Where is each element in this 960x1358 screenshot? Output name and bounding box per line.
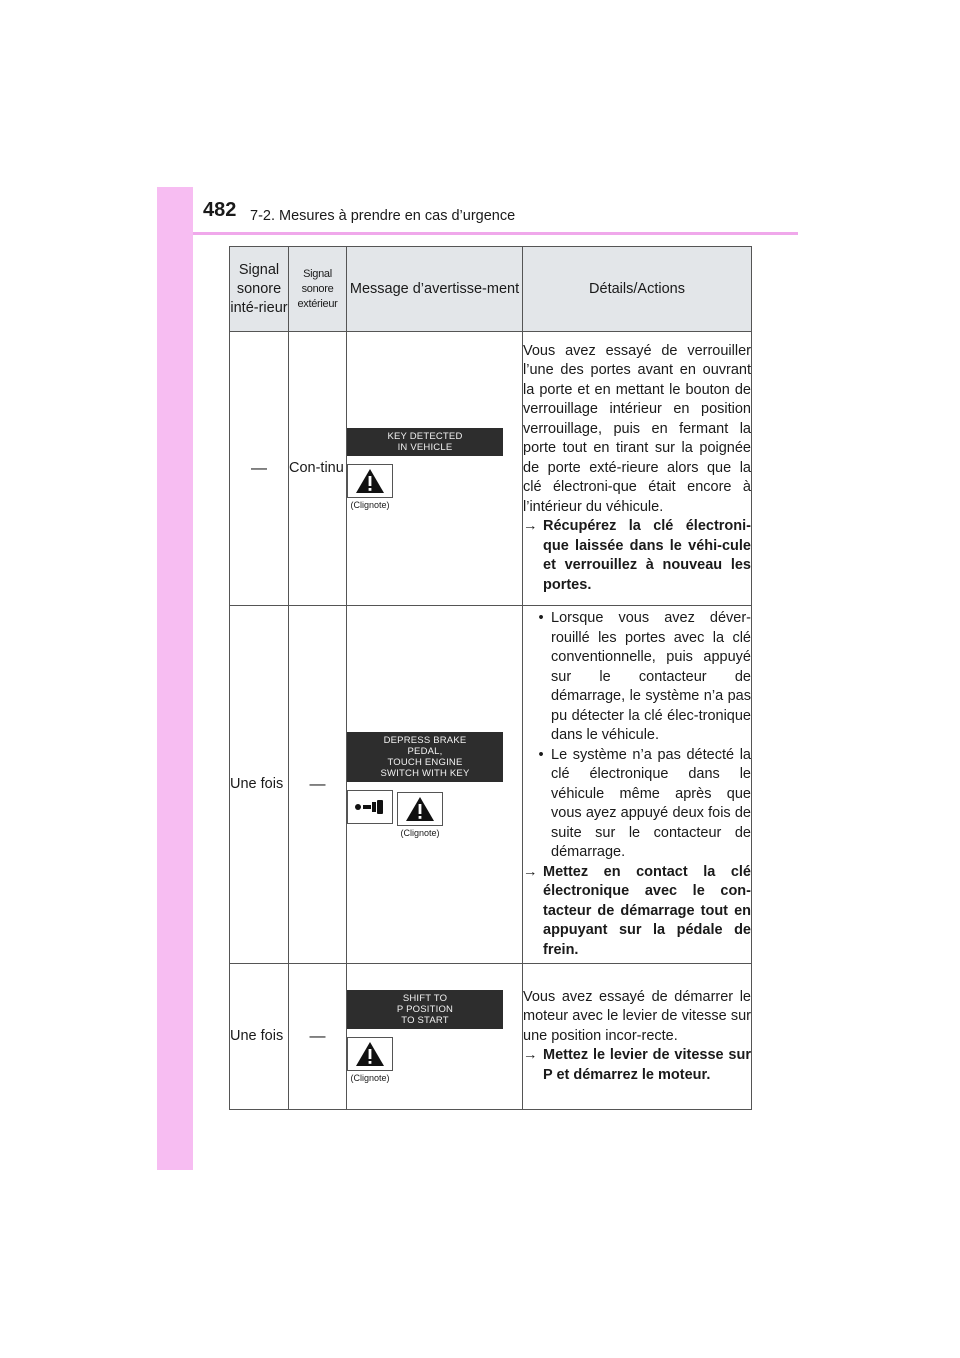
table-row: [230, 964, 752, 1110]
interior-buzzer-value: Une fois: [230, 776, 284, 792]
exterior-buzzer-value: —: [309, 1027, 326, 1045]
details-cell: [523, 332, 752, 606]
header-details: [523, 247, 752, 332]
banner-line: SHIFT TO: [402, 993, 448, 1004]
action-text: Mettez en contact la clé électronique avec le con-tacteur de démarrage tout en appuyant sur la pédale de frein.: [543, 863, 751, 958]
details-cell: [523, 606, 752, 964]
bullet-list: [523, 609, 751, 863]
exterior-buzzer-value: Con-tinu: [289, 460, 344, 476]
flash-group: [397, 792, 443, 838]
header-rule: [193, 232, 798, 235]
arrow-icon: →: [523, 1047, 538, 1064]
exterior-buzzer-cell: [289, 332, 347, 606]
list-item: [531, 746, 751, 863]
bullet-text: Le système n’a pas détecté la clé électronique dans le véhicule même après que vous ayez appuyé deux fois de suite sur le contacteur de démarrage.: [551, 746, 751, 860]
bullet-dot: •: [538, 610, 544, 626]
banner-line: P POSITION: [396, 1004, 454, 1015]
warning-message-cell: [347, 606, 523, 964]
banner-line: IN VEHICLE: [397, 441, 453, 453]
page-number: 482: [203, 199, 237, 221]
warning-table: [229, 246, 752, 1110]
interior-buzzer-cell: [230, 606, 289, 964]
flash-caption: (Clignote): [350, 499, 390, 510]
chapter-sidebar-tab: [157, 187, 193, 1170]
action-line: [523, 1046, 751, 1085]
interior-buzzer-value: —: [251, 459, 267, 477]
details-cell: [523, 964, 752, 1110]
list-item: [531, 609, 751, 746]
message-banner: [347, 732, 503, 782]
flash-group: [347, 1037, 393, 1083]
arrow-icon: →: [523, 863, 538, 880]
warning-triangle-icon: [347, 464, 393, 498]
banner-line: PEDAL,: [407, 745, 443, 757]
header-warning-message: [347, 247, 523, 332]
details-text: Vous avez essayé de verrouiller l’une des portes avant en ouvrant la porte et en mettant le bouton de verrouillage intérieur en position verrouillage, puis en fermant la porte tout en tirant sur la poignée de porte exté-rieure alors que la clé électroni-que était encore à l’intérieur du véhicule.: [523, 342, 751, 515]
flash-caption: (Clignote): [400, 827, 440, 838]
action-line: [523, 517, 751, 595]
exterior-buzzer-value: —: [309, 775, 326, 793]
header-interior-buzzer: [230, 247, 289, 332]
warning-triangle-icon: [347, 1037, 393, 1071]
header-interior-buzzer-label: Signal sonore inté-rieur: [230, 261, 288, 316]
icon-row: [347, 464, 522, 510]
warning-message-cell: [347, 964, 523, 1110]
header-details-label: Détails/Actions: [589, 281, 685, 297]
smart-key-icon: [347, 790, 393, 824]
exterior-buzzer-cell: [289, 606, 347, 964]
interior-buzzer-cell: [230, 964, 289, 1110]
flash-group: [347, 464, 393, 510]
details-text: Vous avez essayé de démarrer le moteur avec le levier de vitesse sur une position incor-recte.: [523, 988, 751, 1044]
action-text: Mettez le levier de vitesse sur P et démarrez le moteur.: [543, 1047, 751, 1083]
arrow-icon: →: [523, 518, 538, 535]
icon-row: [347, 790, 522, 838]
flash-caption: (Clignote): [350, 1073, 390, 1083]
warning-triangle-icon: [397, 792, 443, 826]
banner-line: KEY DETECTED: [387, 430, 463, 442]
banner-line: TO START: [401, 1015, 449, 1026]
action-line: [523, 863, 751, 961]
interior-buzzer-cell: [230, 332, 289, 606]
message-banner: [347, 990, 503, 1029]
table-row: [230, 606, 752, 964]
table-header-row: [230, 247, 752, 332]
header-exterior-buzzer: [289, 247, 347, 332]
section-title: 7-2. Mesures à prendre en cas d’urgence: [250, 208, 516, 224]
header-warning-message-label: Message d’avertisse-ment: [349, 280, 520, 297]
bullet-text: Lorsque vous avez déver-rouillé les portes avec la clé conventionnelle, puis appuyé sur le contacteur de démarrage, le système n’a pas pu détecter la clé élec-tronique dans le véhicule.: [551, 610, 751, 743]
action-text: Récupérez la clé électroni-que laissée dans le véhi-cule et verrouillez à nouveau les portes.: [543, 518, 751, 593]
table-row: [230, 332, 752, 606]
warning-message-cell: [347, 332, 523, 606]
banner-line: DEPRESS BRAKE: [383, 734, 467, 746]
message-banner: [347, 428, 503, 456]
icon-row: [347, 1037, 522, 1083]
banner-line: SWITCH WITH KEY: [380, 767, 470, 779]
header-exterior-buzzer-label: Signal sonore extérieur: [297, 267, 338, 310]
exterior-buzzer-cell: [289, 964, 347, 1110]
bullet-dot: •: [538, 746, 544, 763]
banner-line: TOUCH ENGINE: [387, 756, 463, 768]
interior-buzzer-value: Une fois: [230, 1028, 284, 1044]
